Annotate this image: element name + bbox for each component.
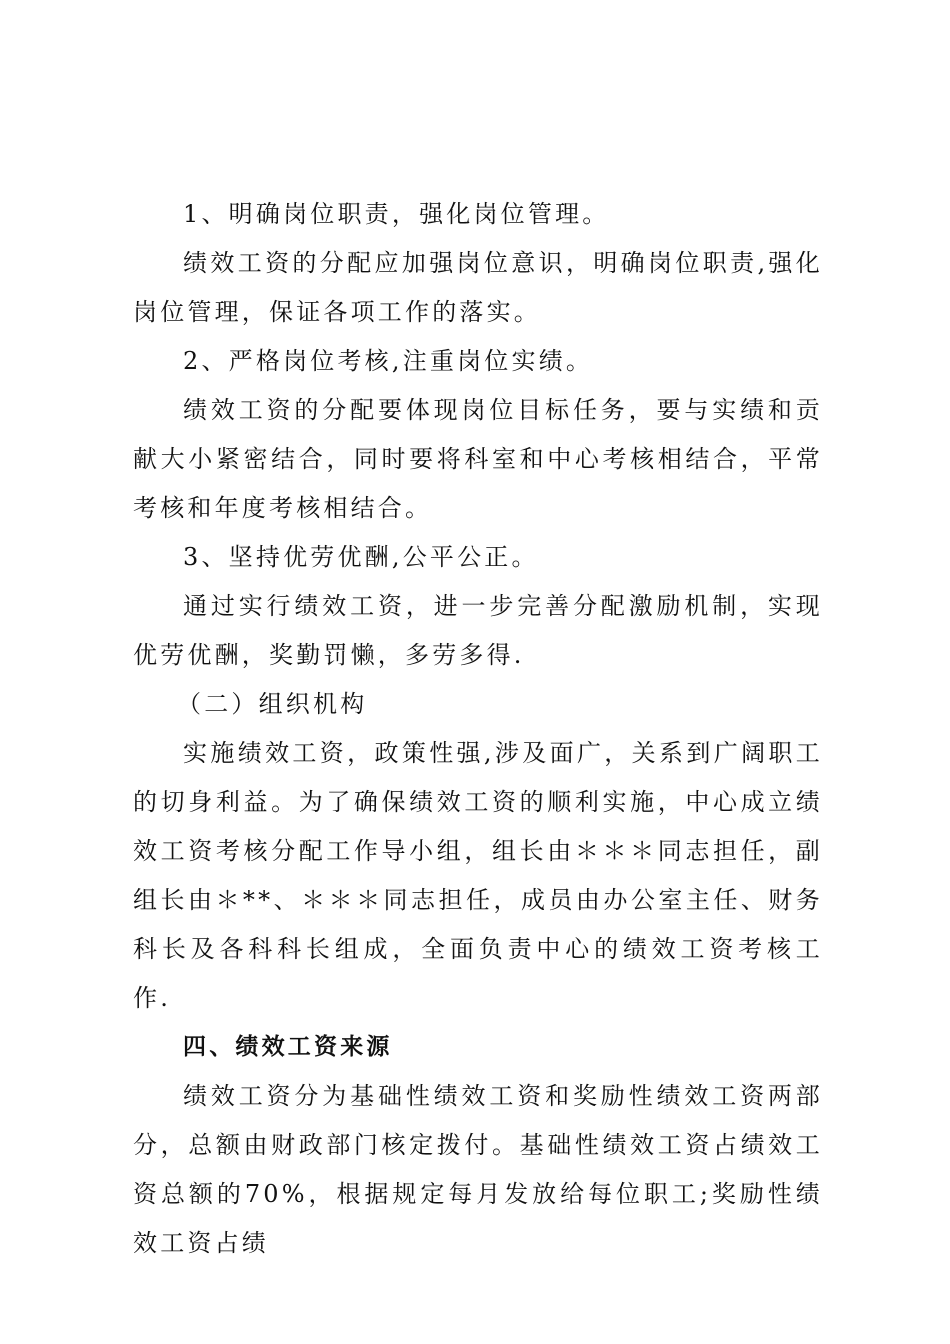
list-item-2: 2、严格岗位考核,注重岗位实绩。 — [183, 347, 594, 375]
paragraph-body: 通过实行绩效工资，进一步完善分配激励机制，实现优劳优酬，奖勤罚懒，多劳多得. — [133, 592, 823, 669]
list-item-1: 1、明确岗位职责，强化岗位管理。 — [183, 200, 610, 228]
document-body — [133, 190, 823, 1268]
paragraph-body: 绩效工资分为基础性绩效工资和奖励性绩效工资两部分，总额由财政部门核定拨付。基础性绩效工资占绩效工资总额的70%，根据规定每月发放给每位职工;奖励性绩效工资占绩 — [133, 1082, 823, 1257]
paragraph-body: 绩效工资的分配应加强岗位意识，明确岗位职责,强化岗位管理，保证各项工作的落实。 — [133, 249, 823, 326]
list-item-3: 3、坚持优劳优酬,公平公正。 — [183, 543, 539, 571]
paragraph-body: 绩效工资的分配要体现岗位目标任务，要与实绩和贡献大小紧密结合，同时要将科室和中心考核相结合，平常考核和年度考核相结合。 — [133, 396, 823, 522]
paragraph-body: 实施绩效工资，政策性强,涉及面广，关系到广阔职工的切身利益。为了确保绩效工资的顺利实施，中心成立绩效工资考核分配工作导小组，组长由＊＊＊同志担任，副组长由＊**、＊＊＊同志担任，成员由办公室主任、财务科长及各科科长组成，全面负责中心的绩效工资考核工作. — [133, 739, 823, 1012]
section-heading: 四、绩效工资来源 — [183, 1034, 393, 1060]
subsection-heading: （二）组织机构 — [177, 690, 368, 718]
